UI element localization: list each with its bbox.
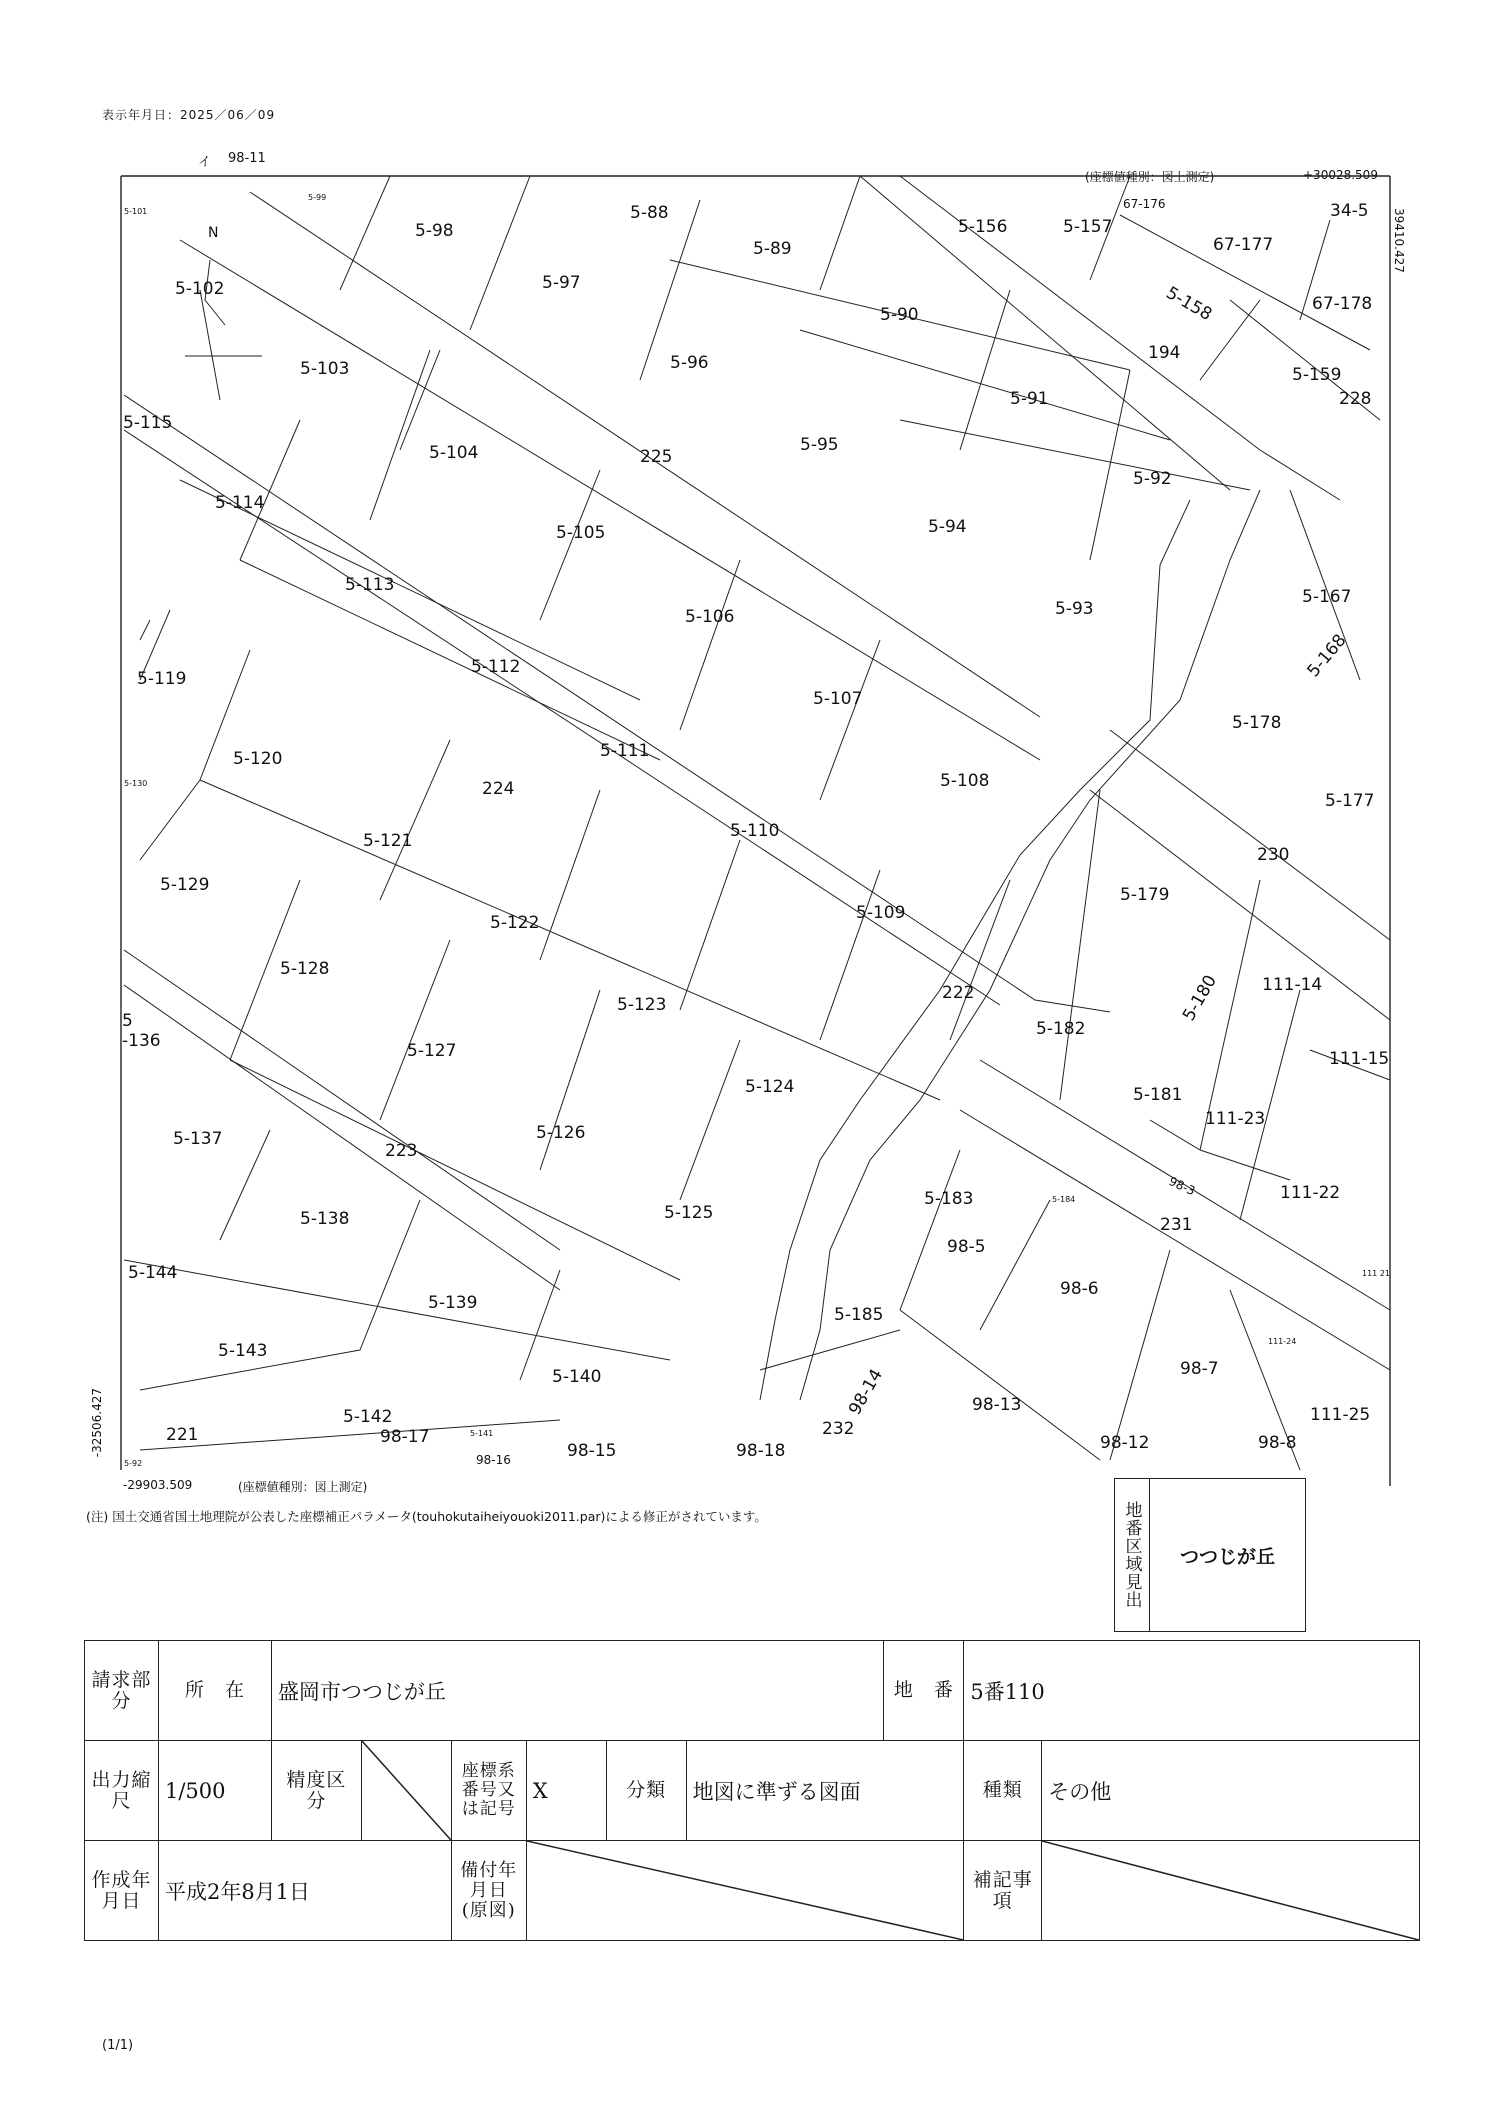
lot-label: 5-185 — [834, 1305, 884, 1325]
lot-number-label: 地 番 — [884, 1641, 964, 1741]
accuracy-label: 精度区分 — [271, 1741, 361, 1841]
lot-label: 111-22 — [1280, 1183, 1341, 1203]
coord-left-vertical: -32506.427 — [90, 1388, 104, 1458]
road-label: 224 — [482, 779, 515, 799]
location-label: 所 在 — [158, 1641, 271, 1741]
lot-label: 5-103 — [300, 359, 350, 379]
lot-label: 221 — [166, 1425, 199, 1445]
area-index-label: 地番区域見出 — [1115, 1479, 1150, 1631]
lot-label: 111-25 — [1310, 1405, 1371, 1425]
lot-label: 98-8 — [1258, 1433, 1297, 1453]
road-label: 225 — [640, 447, 673, 467]
lot-label: 98-16 — [476, 1453, 511, 1467]
coord-system-label: 座標系番号又は記号 — [451, 1741, 526, 1841]
lot-label: 98-7 — [1180, 1359, 1219, 1379]
lot-label: 5-179 — [1120, 885, 1170, 905]
road-label: 194 — [1148, 343, 1181, 363]
lot-label: 5-95 — [800, 435, 839, 455]
road-label: 231 — [1160, 1215, 1193, 1235]
lot-label: 5-140 — [552, 1367, 602, 1387]
lot-label: 5-144 — [128, 1263, 178, 1283]
lot-label: 5-130 — [124, 779, 148, 788]
lot-label: 5-129 — [160, 875, 210, 895]
lot-label: 5-125 — [664, 1203, 714, 1223]
lot-label: 98-17 — [380, 1427, 430, 1447]
scale-value: 1/500 — [158, 1741, 271, 1841]
coord-system-value: X — [526, 1741, 606, 1841]
lot-label: 5-102 — [175, 279, 225, 299]
lot-label: 5-126 — [536, 1123, 586, 1143]
display-date: 表示年月日：2025／06／09 — [102, 108, 276, 122]
lot-label: 67-177 — [1213, 235, 1274, 255]
lot-label: 232 — [822, 1419, 855, 1439]
correction-note: (注) 国土交通省国土地理院が公表した座標補正パラメータ(touhokutaiheiyouoki2011.par)による修正がされています。 — [86, 1509, 767, 1524]
lot-label: 5-157 — [1063, 217, 1113, 237]
lot-label: 5-122 — [490, 913, 540, 933]
lot-label: 5-92 — [124, 1459, 143, 1468]
lot-label: 5-104 — [429, 443, 479, 463]
lot-label: 111-15 — [1329, 1049, 1390, 1069]
type-label: 種類 — [964, 1741, 1042, 1841]
lot-label: 67-178 — [1312, 294, 1373, 314]
lot-label: 5-110 — [730, 821, 780, 841]
remarks-value-empty — [1042, 1841, 1420, 1941]
lot-label: 98-6 — [1060, 1279, 1099, 1299]
top-left-mark: イ — [198, 155, 212, 170]
lot-label: 5-138 — [300, 1209, 350, 1229]
lot-label: 5-143 — [218, 1341, 268, 1361]
coord-top-right: +30028.509 — [1303, 168, 1378, 182]
coord-note-bottom: (座標値種別：図上測定) — [238, 1480, 368, 1494]
lot-label: 5-180 — [1179, 971, 1222, 1025]
requester-label: 請求部分 — [85, 1641, 159, 1741]
coord-note-top: (座標値種別：図上測定) — [1085, 170, 1215, 184]
area-index-value: つつじが丘 — [1179, 1545, 1275, 1568]
lot-label: 5-93 — [1055, 599, 1094, 619]
lot-label: 5-105 — [556, 523, 606, 543]
lot-label: 5-99 — [308, 193, 327, 202]
lot-label: 5-124 — [745, 1077, 795, 1097]
appendix-label: 備付年月日(原図) — [451, 1841, 526, 1941]
lot-label: 98-12 — [1100, 1433, 1150, 1453]
created-value: 平成2年8月1日 — [158, 1841, 451, 1941]
lot-label: 5-97 — [542, 273, 581, 293]
lot-label: 98-18 — [736, 1441, 786, 1461]
accuracy-value-empty — [361, 1741, 451, 1841]
road-label: 228 — [1339, 389, 1372, 409]
lot-label: 5-91 — [1010, 389, 1049, 409]
lot-label: 5-112 — [471, 657, 521, 677]
lot-label: 5-94 — [928, 517, 967, 537]
appendix-value-empty — [526, 1841, 964, 1941]
coord-right-vertical: 39410.427 — [1392, 208, 1406, 273]
lot-label: 5-168 — [1303, 630, 1351, 682]
category-value: 地図に準ずる図面 — [686, 1741, 964, 1841]
scale-label: 出力縮尺 — [85, 1741, 159, 1841]
lot-label: 5 — [122, 1011, 133, 1031]
lot-label: 5-167 — [1302, 587, 1352, 607]
lot-label: 5-115 — [123, 413, 173, 433]
lot-label: 5-113 — [345, 575, 395, 595]
page-number: (1/1) — [102, 2038, 134, 2053]
lot-number-value: 5番110 — [964, 1641, 1420, 1741]
lot-label: 5-107 — [813, 689, 863, 709]
lot-label: 5-123 — [617, 995, 667, 1015]
lot-label: -136 — [122, 1031, 161, 1051]
lot-label: 5-92 — [1133, 469, 1172, 489]
lot-label: 5-96 — [670, 353, 709, 373]
lot-label: 5-158 — [1162, 283, 1216, 326]
lot-label: 5-181 — [1133, 1085, 1183, 1105]
lot-label: 111-23 — [1205, 1109, 1266, 1129]
lot-label: 98-3 — [1166, 1174, 1198, 1199]
lot-label: 5-128 — [280, 959, 330, 979]
lot-label: 5-184 — [1052, 1195, 1076, 1204]
lot-label: 5-156 — [958, 217, 1008, 237]
lot-label: 5-178 — [1232, 713, 1282, 733]
lot-label: 5-89 — [753, 239, 792, 259]
lot-label: 98-14 — [845, 1365, 888, 1419]
info-table — [84, 1640, 1420, 1941]
road-label: 222 — [942, 983, 975, 1003]
lot-label: 5-109 — [856, 903, 906, 923]
category-label: 分類 — [606, 1741, 686, 1841]
lot-label: 5-90 — [880, 305, 919, 325]
location-value: 盛岡市つつじが丘 — [271, 1641, 883, 1741]
lot-label: 98-13 — [972, 1395, 1022, 1415]
lot-label: 111-24 — [1268, 1337, 1297, 1346]
lot-label: 5-183 — [924, 1189, 974, 1209]
lot-label: 5-98 — [415, 221, 454, 241]
lot-label: 111 21 — [1362, 1269, 1390, 1278]
lot-label: 5-119 — [137, 669, 187, 689]
north-arrow-label: N — [208, 225, 219, 241]
created-label: 作成年月日 — [85, 1841, 159, 1941]
road-label: 230 — [1257, 845, 1290, 865]
lot-label: 5-182 — [1036, 1019, 1086, 1039]
lot-label: 5-121 — [363, 831, 413, 851]
lot-label: 5-114 — [215, 493, 265, 513]
lot-label: 5-127 — [407, 1041, 457, 1061]
road-label: 223 — [385, 1141, 418, 1161]
lot-label: 98-15 — [567, 1441, 617, 1461]
lot-label: 34-5 — [1330, 201, 1369, 221]
lot-label: 98-5 — [947, 1237, 986, 1257]
lot-label: 5-88 — [630, 203, 669, 223]
lot-label: 5-120 — [233, 749, 283, 769]
lot-label: 5-111 — [600, 741, 650, 761]
lot-label: 5-139 — [428, 1293, 478, 1313]
coord-bottom-left: -29903.509 — [123, 1478, 193, 1492]
lot-label: 5-141 — [470, 1429, 494, 1438]
lot-label: 111-14 — [1262, 975, 1323, 995]
area-index-box — [1114, 1478, 1306, 1632]
lot-label: 5-137 — [173, 1129, 223, 1149]
lot-label: 5-101 — [124, 207, 148, 216]
top-left-ref: 98-11 — [228, 151, 266, 166]
lot-label: 5-177 — [1325, 791, 1375, 811]
remarks-label: 補記事項 — [964, 1841, 1042, 1941]
lot-label: 5-108 — [940, 771, 990, 791]
type-value: その他 — [1042, 1741, 1420, 1841]
lot-label: 5-159 — [1292, 365, 1342, 385]
lot-label: 67-176 — [1123, 197, 1166, 211]
lot-label: 5-142 — [343, 1407, 393, 1427]
lot-label: 5-106 — [685, 607, 735, 627]
